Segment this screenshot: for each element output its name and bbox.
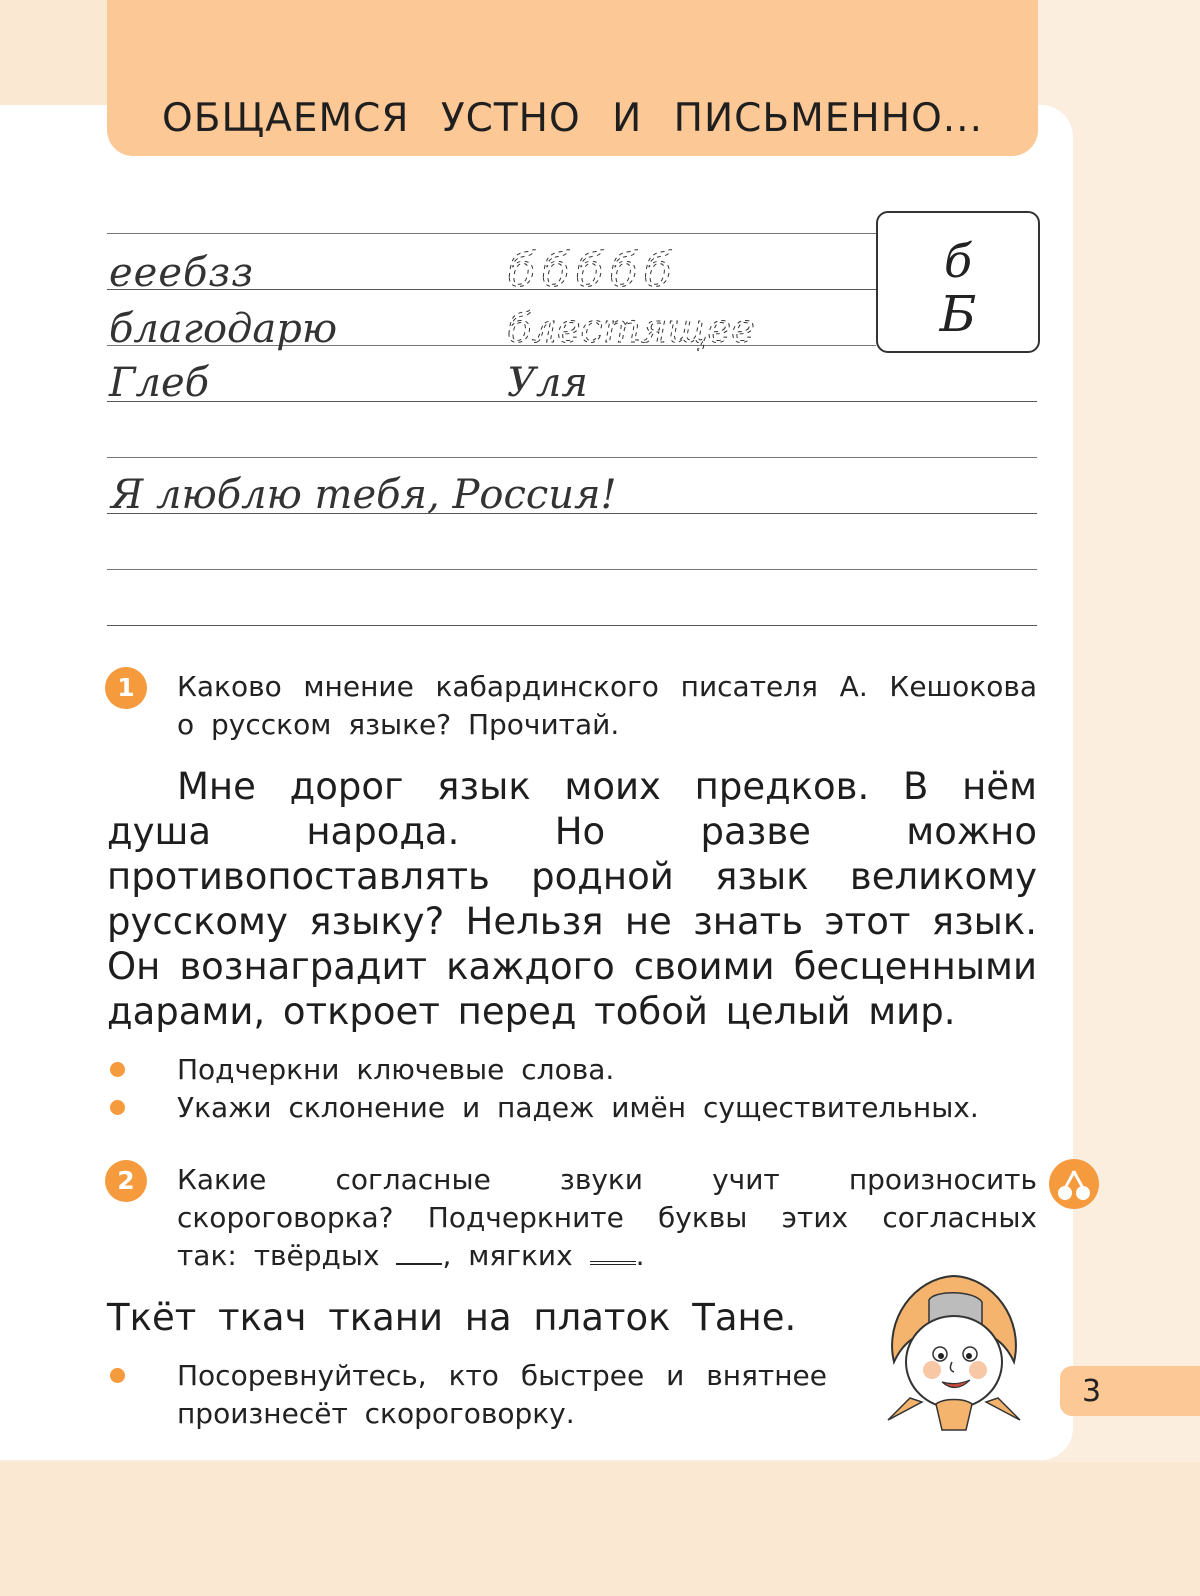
tongue-twister: Ткёт ткач ткани на платок Тане.	[107, 1296, 797, 1339]
copybook-line	[107, 569, 1037, 570]
page-number-tab	[1060, 1366, 1200, 1416]
section-title: ОБЩАЕМСЯ УСТНО И ПИСЬМЕННО...	[162, 96, 983, 141]
task2-question	[177, 1161, 1037, 1275]
copybook-row1-right: ббббб	[507, 243, 678, 297]
bullet-text: Укажи склонение и падеж имён существительных.	[177, 1091, 979, 1124]
copybook-row3-left: Глеб	[109, 360, 210, 406]
section-header	[107, 0, 1038, 156]
task-number-badge: 1	[105, 667, 147, 709]
list-item	[110, 1089, 1040, 1127]
copybook-script	[107, 226, 877, 416]
copybook-sentence: Я люблю тебя, Россия!	[111, 472, 617, 518]
bullet-icon	[110, 1368, 125, 1383]
page-number: 3	[1082, 1374, 1102, 1409]
copybook-row2-left: благодарю	[109, 306, 338, 352]
bullet-icon	[110, 1062, 125, 1077]
bullet-text: Подчеркни ключевые слова.	[177, 1053, 615, 1086]
copybook-row1-left: ееебзз	[109, 250, 255, 296]
cherry-icon-glyph	[1049, 1159, 1099, 1209]
task1-question: Каково мнение кабардинского писателя А. Кешокова о русском языке? Прочитай.	[177, 670, 1037, 741]
background-corner	[0, 0, 110, 108]
copybook-row2-right: блестящее	[507, 306, 755, 352]
girl-in-headscarf-illustration	[874, 1270, 1034, 1440]
reading-passage	[107, 764, 1037, 1034]
copybook-sentence-line	[107, 458, 807, 518]
cherry-icon	[1049, 1159, 1099, 1209]
task2-question-text-2: , мягких	[442, 1239, 573, 1272]
letter-lower: б	[943, 234, 973, 288]
bullet-icon	[110, 1100, 125, 1115]
letter-sample	[878, 213, 1038, 351]
bottom-band	[0, 1462, 1200, 1596]
task-number-badge: 2	[105, 1160, 147, 1202]
copybook-line	[107, 625, 1037, 626]
letter-upper: Б	[939, 285, 977, 343]
letter-sample-box	[876, 211, 1040, 353]
underline-blank-double	[590, 1239, 636, 1265]
copybook-row3-right: Уля	[507, 360, 588, 406]
task2-question-text: Какие согласные звуки учит произносить скороговорка? Подчеркните буквы этих согласных так: твёрдых	[177, 1163, 1037, 1272]
list-item	[110, 1051, 1040, 1089]
task2-question-end: .	[635, 1239, 645, 1272]
list-item	[110, 1357, 830, 1433]
reading-passage-text: Мне дорог язык моих предков. В нём душа народа. Но разве можно противопоставлять родной язык великому русскому языку? Нельзя не знать этот язык. Он вознаградит каждого своими бесценными дарами, откроет перед тобой целый мир.	[107, 765, 1037, 1033]
underline-blank-single	[396, 1241, 442, 1265]
bullet-text: Посоревнуйтесь, кто быстрее и внятнее произнесёт скороговорку.	[177, 1359, 827, 1430]
